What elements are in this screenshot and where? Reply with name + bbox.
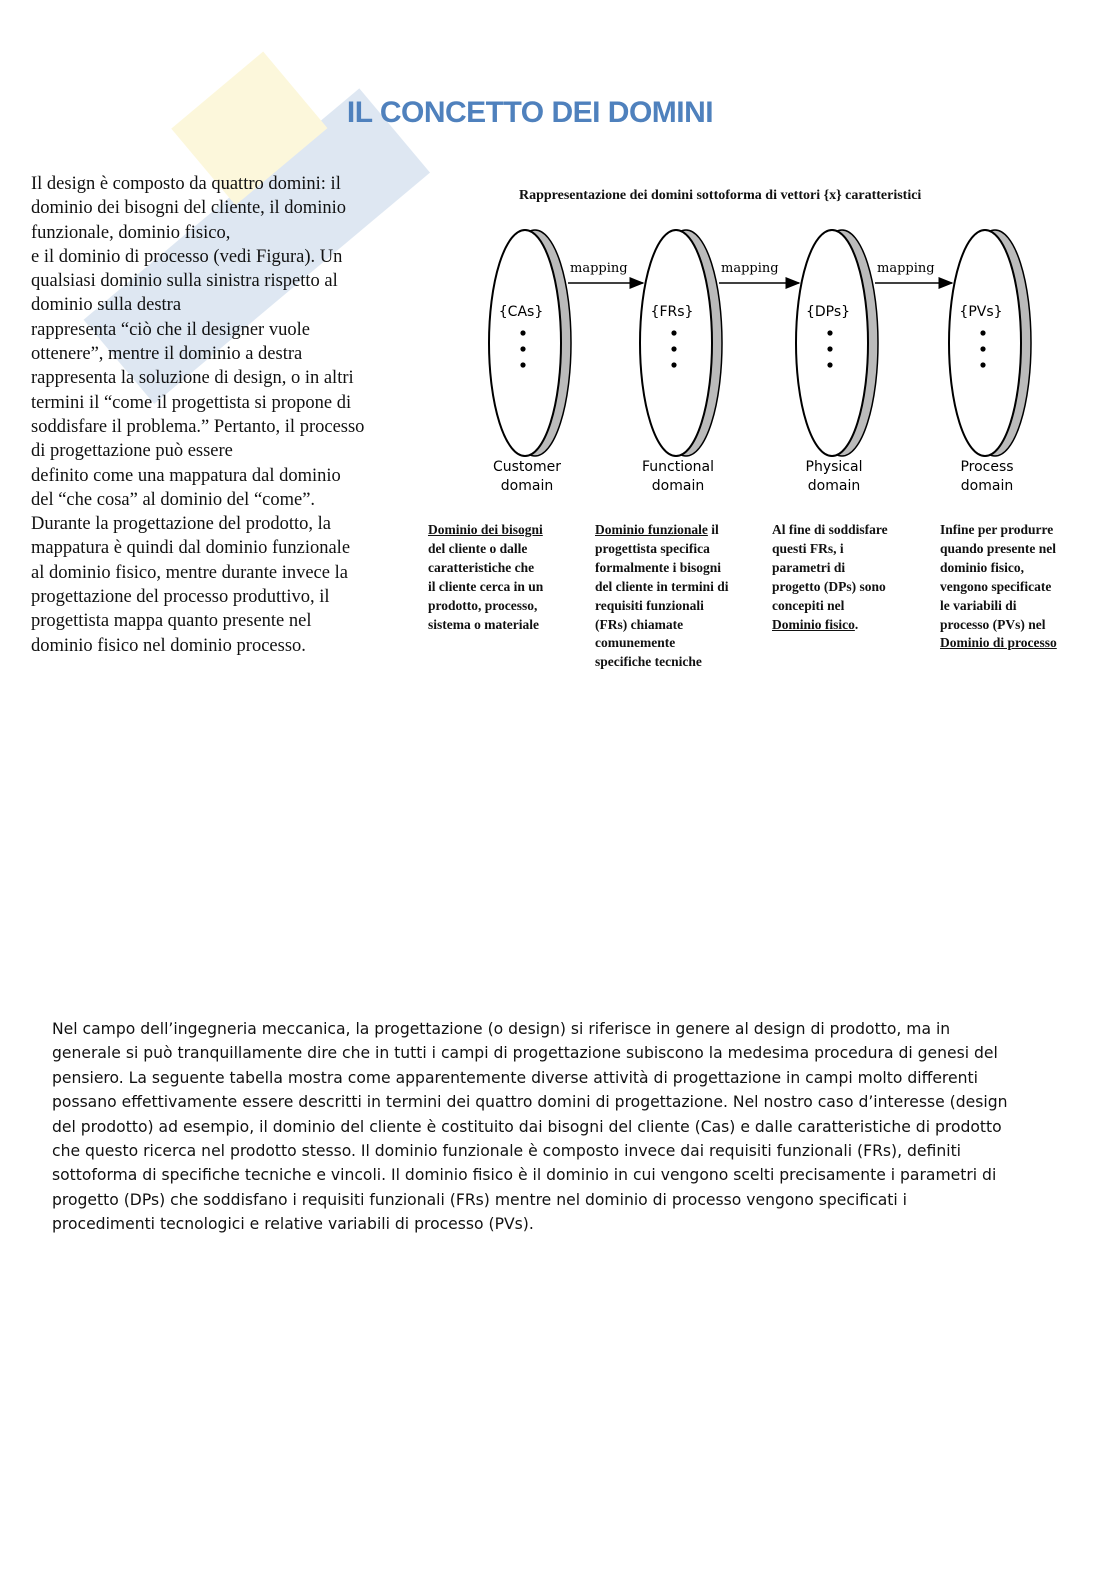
text-line	[595, 521, 728, 540]
text-line: sottoforma di specifiche tecniche e vincoli. Il dominio fisico è il dominio in cui vengono scelti precisamente i parametri di	[52, 1166, 997, 1185]
text-line: dominio sulla destra	[31, 295, 182, 316]
dot	[827, 362, 832, 367]
text-line: Al fine di soddisfare	[772, 522, 888, 537]
mapping-label: mapping	[721, 261, 779, 276]
text-line: quando presente nel	[940, 540, 1057, 556]
description-process-domain	[940, 521, 1057, 653]
text-line: progettista specifica	[595, 540, 710, 556]
domain-name: domain	[500, 478, 554, 494]
text-line: le variabili di	[940, 597, 1017, 613]
text-line: caratteristiche che	[428, 559, 535, 575]
dot	[827, 330, 832, 335]
domain-term: Dominio dei bisogni	[428, 522, 543, 537]
text-line	[772, 616, 888, 635]
vector-label: {FRs}	[650, 304, 694, 320]
dot	[980, 330, 985, 335]
text-line: del cliente in termini di	[595, 578, 729, 594]
text-line: qualsiasi dominio sulla sinistra rispetto al	[31, 271, 338, 292]
text-line: progettista mappa quanto presente nel	[31, 611, 312, 632]
text-line: e il dominio di processo (vedi Figura). Un	[31, 246, 343, 267]
text-line: di progettazione può essere	[31, 441, 233, 462]
domain-name: domain	[960, 478, 1014, 494]
vector-label: {CAs}	[498, 304, 544, 320]
dot	[520, 330, 525, 335]
text-line: specifiche tecniche	[595, 654, 702, 670]
dot	[671, 362, 676, 367]
text-line: del cliente o dalle	[428, 540, 528, 556]
text-line: processo (PVs) nel	[940, 616, 1046, 632]
domain-name: Process	[960, 459, 1014, 475]
text-line: requisiti funzionali	[595, 597, 704, 613]
domain-term: Dominio di processo	[940, 635, 1057, 651]
text-line: progetto (DPs) che soddisfano i requisiti funzionali (FRs) mentre nel dominio di processo vengono specificati i	[52, 1190, 907, 1209]
text-line: progettazione del processo produttivo, il	[31, 587, 330, 608]
text-line: vengono specificate	[940, 578, 1052, 594]
dot	[980, 362, 985, 367]
text-line: formalmente i bisogni	[595, 559, 721, 575]
text-line	[428, 521, 543, 540]
text-line	[940, 634, 1057, 653]
page-title: IL CONCETTO DEI DOMINI	[346, 96, 714, 129]
text-line: rappresenta “ciò che il designer vuole	[31, 319, 310, 340]
dot	[671, 346, 676, 351]
dot	[827, 346, 832, 351]
vector-label: {PVs}	[959, 304, 1003, 320]
text-line: termini il “come il progettista si propone di	[31, 392, 352, 413]
text-line: al dominio fisico, mentre durante invece la	[31, 562, 348, 583]
description-physical-domain	[772, 521, 888, 634]
text-line: pensiero. La seguente tabella mostra come apparentemente diverse attività di progettazione in campi molto differenti	[52, 1068, 978, 1087]
text-line: ottenere”, mentre il dominio a destra	[31, 344, 303, 365]
disk-face	[949, 230, 1021, 456]
text-line: mappatura è quindi dal dominio funzionale	[31, 538, 351, 559]
text-line: possano effettivamente essere descritti in termini dei quattro domini di progettazione. Nel nostro caso d’interesse (design	[52, 1093, 1008, 1112]
text: .	[854, 616, 859, 632]
dot	[520, 346, 525, 351]
description-customer-domain	[428, 521, 543, 634]
domain-term: Dominio funzionale	[595, 522, 708, 537]
text-line: dominio dei bisogni del cliente, il dominio	[31, 198, 346, 219]
text-line: (FRs) chiamate	[595, 616, 684, 632]
text-line: del “che cosa” al dominio del “come”.	[31, 489, 316, 510]
text-line: progetto (DPs) sono	[772, 578, 886, 594]
text-line: procedimenti tecnologici e relative variabili di processo (PVs).	[52, 1215, 534, 1234]
disk-face	[640, 230, 712, 456]
text-line: Nel campo dell’ingegneria meccanica, la progettazione (o design) si riferisce in genere al design di prodotto, ma in	[52, 1020, 951, 1038]
domain-name: domain	[807, 478, 861, 494]
text-line: soddisfare il problema.” Pertanto, il processo	[31, 416, 365, 437]
text-line: il cliente cerca in un	[428, 578, 544, 594]
description-functional-domain	[595, 521, 728, 672]
domain-name: Customer	[492, 459, 562, 475]
intro-text	[31, 172, 364, 658]
text-line: del prodotto) ad esempio, il dominio del cliente è costituito dai bisogni del cliente (Cas) e dalle caratteristiche di prodotto	[52, 1117, 1002, 1136]
text-line: generale si può tranquillamente dire che in tutti i campi di progettazione subiscono la medesima procedura di genesi del	[52, 1044, 998, 1063]
disk-face	[796, 230, 868, 456]
text-line: concepiti nel	[772, 597, 845, 613]
disk-face	[489, 230, 561, 456]
mapping-label: mapping	[877, 261, 935, 276]
text-line: funzionale, dominio fisico,	[31, 222, 231, 243]
text-line: Infine per produrre	[940, 522, 1054, 537]
text-line: rappresenta la soluzione di design, o in altri	[31, 368, 354, 389]
text-line: questi FRs, i	[772, 540, 844, 556]
domain-name: Physical	[805, 459, 863, 475]
dot	[671, 330, 676, 335]
dot	[520, 362, 525, 367]
vector-label: {DPs}	[805, 304, 851, 320]
domain-name: Functional	[641, 459, 715, 475]
text-line: definito come una mappatura dal dominio	[31, 465, 341, 486]
dot	[980, 346, 985, 351]
text-line: che questo ricerca nel prodotto stesso. Il dominio funzionale è composto invece dai requisiti funzionali (FRs), definiti	[52, 1142, 962, 1161]
text-line: sistema o materiale	[428, 616, 539, 632]
text-line: prodotto, processo,	[428, 597, 538, 613]
domain-term: Dominio fisico	[772, 616, 855, 632]
text-line: Durante la progettazione del prodotto, la	[31, 514, 332, 535]
text-line: comunemente	[595, 635, 676, 651]
text-line: dominio fisico,	[940, 559, 1025, 575]
text-line: Il design è composto da quattro domini: il	[31, 174, 341, 194]
domain-name: domain	[651, 478, 705, 494]
text: il	[707, 522, 719, 537]
body-paragraph	[52, 1017, 1062, 1237]
mapping-label: mapping	[570, 261, 628, 276]
figure-caption: Rappresentazione dei domini sottoforma di vettori {x} caratteristici	[519, 188, 922, 203]
text-line: dominio fisico nel dominio processo.	[31, 635, 306, 656]
text-line: parametri di	[772, 559, 846, 575]
domains-diagram	[470, 215, 1070, 505]
